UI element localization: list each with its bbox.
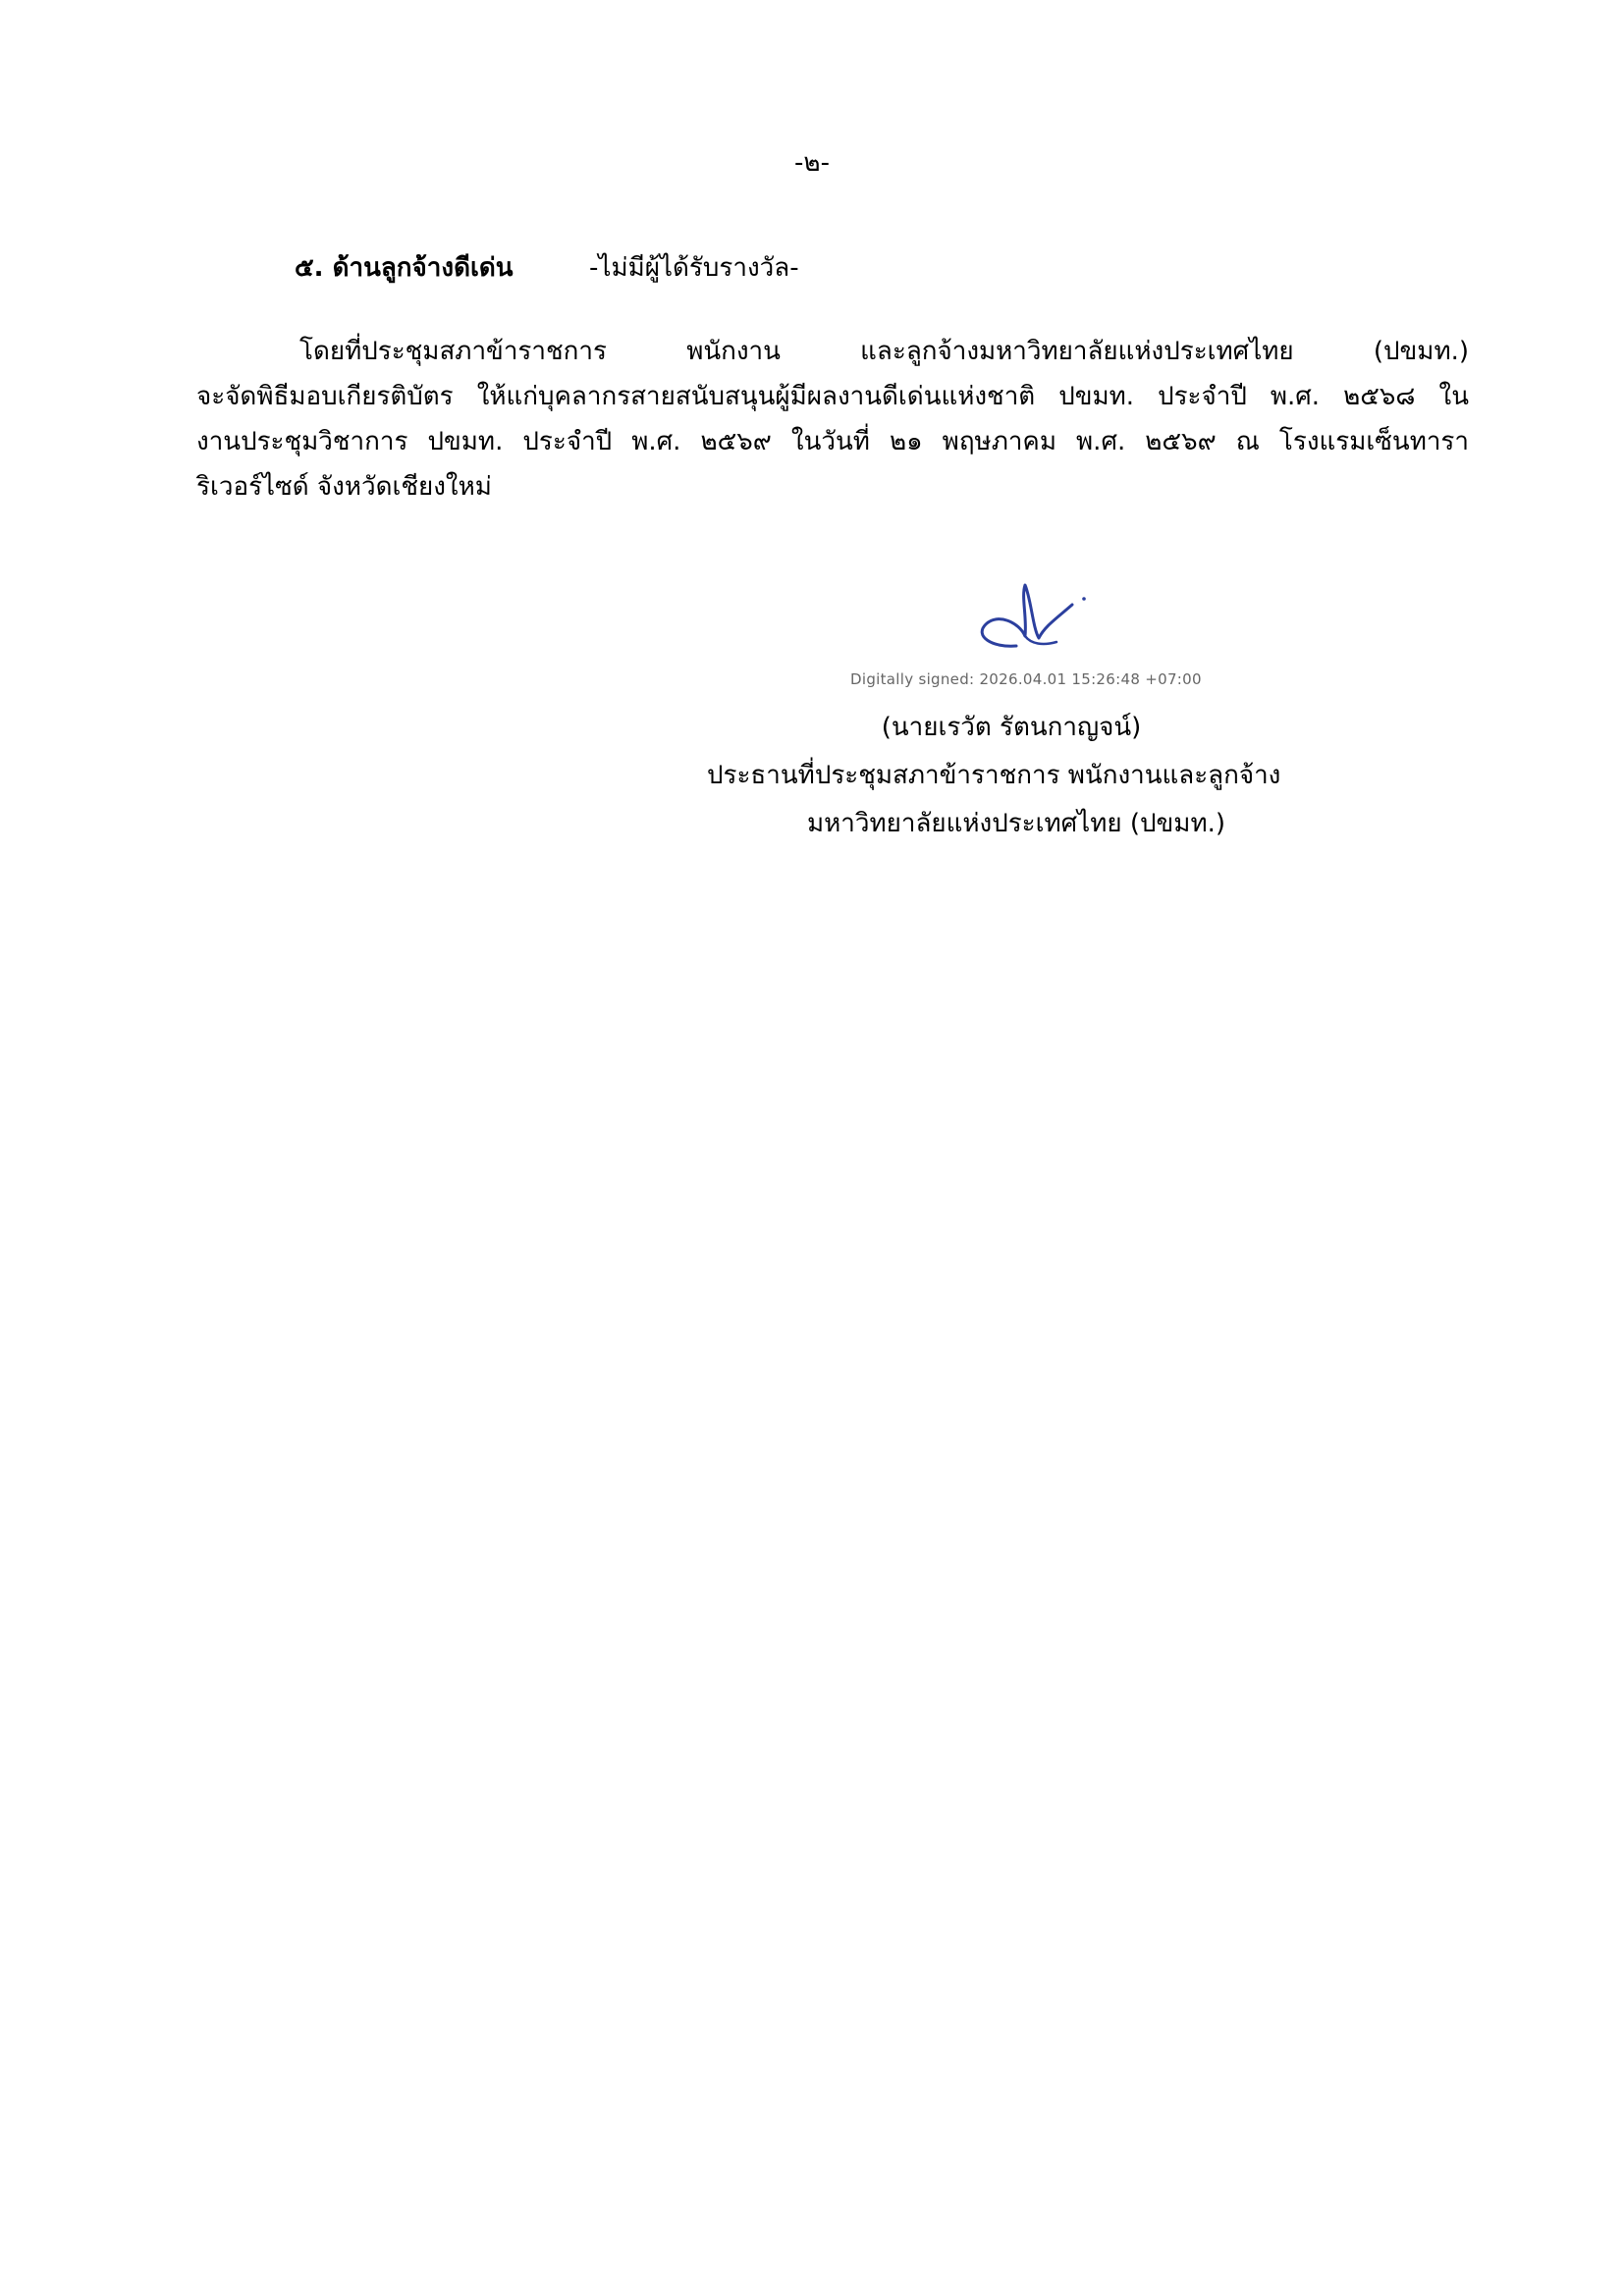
signer-name: (นายเรวัต รัตนกาญจน์) [881, 713, 1142, 742]
digital-signature-stamp: Digitally signed: 2026.04.01 15:26:48 +07:00 [850, 670, 1202, 688]
section-heading-label: ๕. ด้านลูกจ้างดีเด่น [295, 253, 514, 283]
body-paragraph [196, 329, 1469, 509]
section-heading [295, 247, 799, 288]
signer-title-line2: มหาวิทยาลัยแห่งประเทศไทย (ปขมท.) [807, 809, 1225, 838]
signer-title-line1: ประธานที่ประชุมสภาข้าราชการ พนักงานและลูกจ้าง [707, 761, 1281, 790]
page-number: -๒- [794, 148, 830, 178]
body-line: งานประชุมวิชาการ ปขมท. ประจำปี พ.ศ. ๒๕๖๙ ในวันที่ ๒๑ พฤษภาคม พ.ศ. ๒๕๖๙ ณ โรงแรมเซ็นทารา [196, 427, 1470, 456]
body-line: ริเวอร์ไซด์ จังหวัดเชียงใหม่ [196, 472, 492, 502]
body-line: โดยที่ประชุมสภาข้าราชการ พนักงาน และลูกจ้างมหาวิทยาลัยแห่งประเทศไทย (ปขมท.) [299, 337, 1469, 366]
section-heading-note: -ไม่มีผู้ได้รับรางวัล- [589, 253, 799, 283]
handwritten-signature [962, 579, 1100, 667]
signature-stroke [962, 579, 1100, 667]
body-line: จะจัดพิธีมอบเกียรติบัตร ให้แก่บุคลากรสายสนับสนุนผู้มีผลงานดีเด่นแห่งชาติ ปขมท. ประจำปี พ.ศ. ๒๕๖๘ ใน [196, 382, 1469, 411]
